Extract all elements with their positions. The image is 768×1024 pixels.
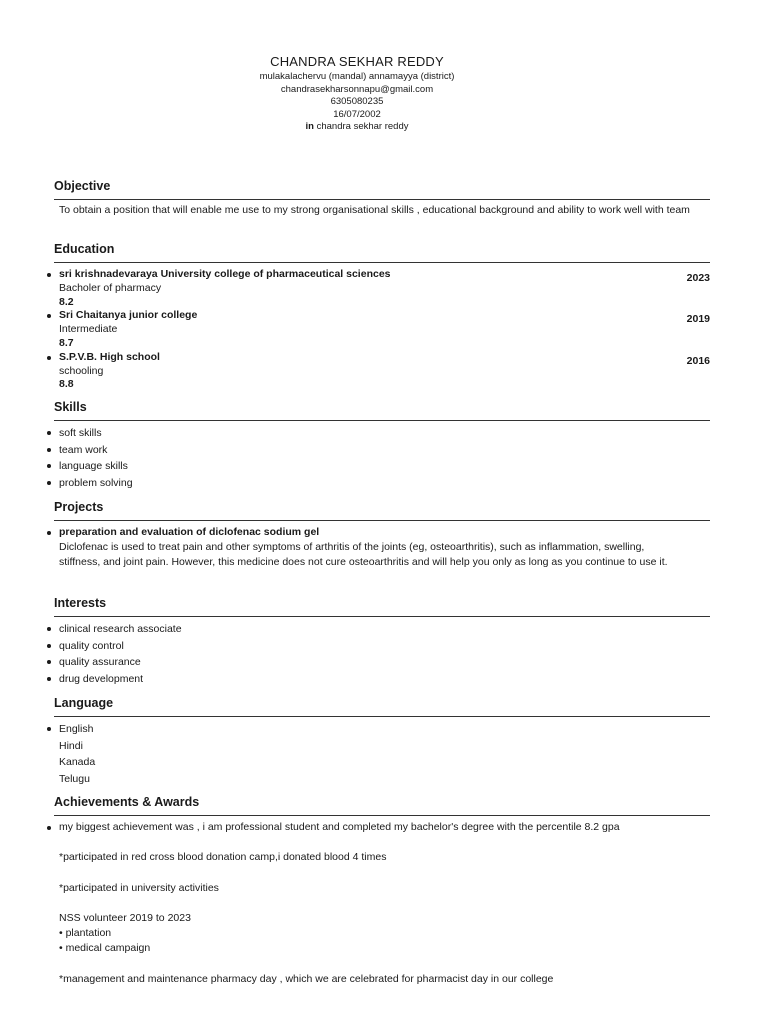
linkedin-name: chandra sekhar reddy — [316, 121, 409, 133]
candidate-name: CHANDRA SEKHAR REDDY — [270, 54, 444, 69]
education-score: 8.7 — [59, 336, 74, 349]
interest-item: drug development — [54, 671, 710, 688]
projects-list — [54, 521, 710, 569]
education-year: 2019 — [686, 313, 710, 326]
address: mulakalachervu (mandal) annamayya (district) — [259, 71, 455, 82]
language-item: Hindi — [59, 739, 83, 752]
achievement-line: • plantation — [59, 927, 112, 940]
linkedin-icon: in — [305, 121, 314, 133]
interests-title: Interests — [54, 595, 710, 617]
skill-item: team work — [54, 442, 710, 459]
achievement-line: NSS volunteer 2019 to 2023 — [59, 911, 191, 924]
education-entry — [54, 351, 710, 392]
interests-list — [54, 617, 710, 687]
skills-title: Skills — [54, 399, 710, 421]
linkedin — [0, 121, 714, 134]
email: chandrasekharsonnapu@gmail.com — [280, 83, 434, 95]
education-title: Education — [54, 241, 710, 263]
education-institution: S.P.V.B. High school — [59, 350, 160, 363]
education-score: 8.8 — [59, 378, 74, 391]
date-of-birth: 16/07/2002 — [333, 108, 381, 120]
skill-item: language skills — [54, 458, 710, 475]
achievement-line: *participated in red cross blood donation camp,i donated blood 4 times — [59, 851, 387, 864]
interests-section — [54, 595, 710, 687]
education-section — [54, 241, 710, 392]
skill-item: soft skills — [54, 425, 710, 442]
education-entry — [54, 268, 710, 309]
resume-header — [0, 54, 714, 134]
achievements-list — [54, 816, 710, 987]
education-degree: schooling — [59, 364, 104, 377]
achievements-section — [54, 794, 710, 987]
language-title: Language — [54, 695, 710, 717]
education-score: 8.2 — [59, 295, 74, 308]
objective-section — [54, 178, 710, 218]
phone: 6305080235 — [330, 96, 384, 108]
language-item: English — [54, 721, 710, 738]
objective-title: Objective — [54, 178, 710, 200]
achievement-line: *management and maintenance pharmacy day , which we are celebrated for pharmacist day in our college — [59, 972, 554, 985]
achievements-title: Achievements & Awards — [54, 794, 710, 816]
achievement-line: • medical campaign — [59, 942, 151, 955]
skills-section — [54, 399, 710, 491]
achievement-line: *participated in university activities — [59, 881, 219, 894]
education-institution: sri krishnadevaraya University college of pharmaceutical sciences — [59, 268, 391, 280]
achievement-line: my biggest achievement was , i am professional student and completed my bachelor's degree with the percentile 8.2 gpa — [59, 821, 620, 833]
interest-item: clinical research associate — [54, 621, 710, 638]
skills-list — [54, 421, 710, 491]
language-section — [54, 695, 710, 787]
education-degree: Bacholer of pharmacy — [59, 281, 162, 294]
achievement-item — [54, 820, 710, 987]
language-list — [54, 717, 710, 787]
project-item — [54, 525, 710, 569]
language-item: Telugu — [59, 772, 90, 785]
education-institution: Sri Chaitanya junior college — [59, 309, 198, 322]
projects-title: Projects — [54, 499, 710, 521]
objective-text: To obtain a position that will enable me use to my strong organisational skills , educational background and ability to work well with team — [59, 204, 690, 216]
education-year: 2023 — [686, 272, 710, 284]
interest-item: quality control — [54, 638, 710, 655]
interest-item: quality assurance — [54, 654, 710, 671]
education-entry — [54, 309, 710, 350]
projects-section — [54, 499, 710, 569]
education-degree: Intermediate — [59, 323, 118, 336]
project-description: Diclofenac is used to treat pain and other symptoms of arthritis of the joints (eg, osteoarthritis), such as inflammation, swelling, stiffness, and joint pain. However, this medicine does not cure osteoarthritis and will help you only as long as you continue to use it. — [59, 541, 668, 568]
skill-item: problem solving — [54, 475, 710, 492]
language-item: Kanada — [59, 756, 96, 769]
education-year: 2016 — [686, 354, 710, 367]
project-name: preparation and evaluation of diclofenac sodium gel — [59, 526, 320, 538]
